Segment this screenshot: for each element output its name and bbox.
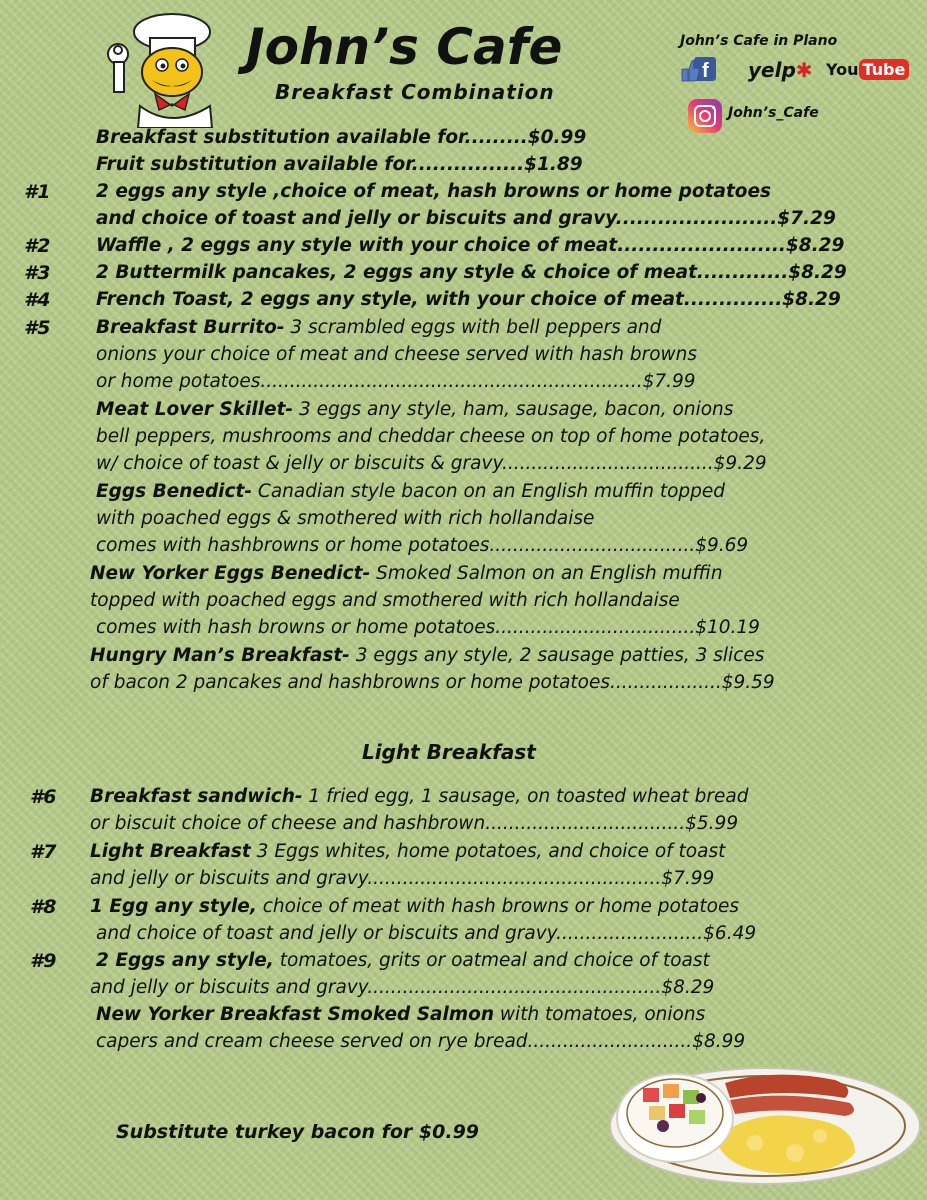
breakfast-substitution-line: Breakfast substitution available for.........$0.99 — [96, 127, 587, 148]
burrito-line-3: or home potatoes.................................................................$7.99 — [96, 371, 696, 392]
yelp-logo[interactable]: yelp✱ — [748, 58, 813, 82]
youtube-logo[interactable]: You Tube — [826, 60, 909, 79]
benedict-line-2: with poached eggs & smothered with rich hollandaise — [96, 508, 595, 529]
combo-number-6: #6 — [30, 786, 57, 808]
combo-4-line: French Toast, 2 eggs any style, with your choice of meat..............$8.29 — [96, 289, 841, 310]
turkey-bacon-note: Substitute turkey bacon for $0.99 — [116, 1121, 480, 1143]
skillet-line-2: bell peppers, mushrooms and cheddar cheese on top of home potatoes, — [96, 426, 766, 447]
fruit-substitution-line: Fruit substitution available for................$1.89 — [96, 154, 583, 175]
combo-number-5: #5 — [24, 317, 51, 339]
smoked-salmon-line-1: New Yorker Breakfast Smoked Salmon with tomatoes, onions — [96, 1004, 706, 1025]
burrito-line-2: onions your choice of meat and cheese served with hash browns — [96, 344, 698, 365]
benedict-line-1: Eggs Benedict- Canadian style bacon on an English muffin topped — [96, 481, 726, 502]
combo-number-9: #9 — [30, 950, 57, 972]
combo-6-line-1: Breakfast sandwich- 1 fried egg, 1 sausage, on toasted wheat bread — [90, 786, 749, 807]
facebook-like-icon[interactable] — [680, 55, 718, 83]
combo-7-line-2: and jelly or biscuits and gravy..................................................$7.99 — [90, 868, 715, 889]
yelp-burst-icon: ✱ — [795, 58, 813, 82]
combo-8-line-2: and choice of toast and jelly or biscuits and gravy.........................$6.49 — [96, 923, 757, 944]
combo-number-2: #2 — [24, 235, 51, 257]
combo-6-line-2: or biscuit choice of cheese and hashbrown..................................$5.99 — [90, 813, 739, 834]
instagram-icon[interactable] — [688, 99, 722, 133]
combo-1-line-2: and choice of toast and jelly or biscuits and gravy.......................$7.29 — [96, 208, 836, 229]
cafe-title: John’s Cafe — [246, 18, 563, 76]
combo-number-4: #4 — [24, 289, 51, 311]
ny-benedict-line-3: comes with hash browns or home potatoes..................................$10.19 — [96, 617, 760, 638]
combo-8-line-1: 1 Egg any style, choice of meat with hash browns or home potatoes — [90, 896, 739, 917]
social-heading: John’s Cafe in Plano — [680, 33, 838, 49]
menu-subtitle: Breakfast Combination — [275, 80, 555, 104]
hungry-man-line-1: Hungry Man’s Breakfast- 3 eggs any style, 2 sausage patties, 3 slices — [90, 645, 765, 666]
ny-benedict-line-2: topped with poached eggs and smothered with rich hollandaise — [90, 590, 680, 611]
combo-2-line: Waffle , 2 eggs any style with your choice of meat........................$8.29 — [96, 235, 845, 256]
light-breakfast-heading: Light Breakfast — [362, 740, 536, 764]
skillet-line-1: Meat Lover Skillet- 3 eggs any style, ham, sausage, bacon, onions — [96, 399, 734, 420]
combo-9-line-2: and jelly or biscuits and gravy..................................................$8.29 — [90, 977, 715, 998]
burrito-line-1: Breakfast Burrito- 3 scrambled eggs with bell peppers and — [96, 317, 662, 338]
benedict-line-3: comes with hashbrowns or home potatoes...................................$9.69 — [96, 535, 749, 556]
combo-number-1: #1 — [24, 181, 51, 203]
chef-mascot-illustration — [100, 10, 235, 128]
combo-number-7: #7 — [30, 841, 57, 863]
svg-text:f: f — [702, 60, 709, 82]
combo-number-8: #8 — [30, 896, 57, 918]
skillet-line-3: w/ choice of toast & jelly or biscuits & gravy....................................$9.29 — [96, 453, 767, 474]
combo-7-line-1: Light Breakfast 3 Eggs whites, home potatoes, and choice of toast — [90, 841, 726, 862]
combo-3-line: 2 Buttermilk pancakes, 2 eggs any style & choice of meat.............$8.29 — [96, 262, 847, 283]
combo-number-3: #3 — [24, 262, 51, 284]
instagram-handle: John’s_Cafe — [728, 105, 819, 121]
combo-9-line-1: 2 Eggs any style, tomatoes, grits or oatmeal and choice of toast — [96, 950, 710, 971]
smoked-salmon-line-2: capers and cream cheese served on rye bread............................$8.99 — [96, 1031, 746, 1052]
combo-1-line-1: 2 eggs any style ,choice of meat, hash browns or home potatoes — [96, 181, 772, 202]
ny-benedict-line-1: New Yorker Eggs Benedict- Smoked Salmon on an English muffin — [90, 563, 723, 584]
breakfast-plate-photo — [605, 1058, 923, 1188]
hungry-man-line-2: of bacon 2 pancakes and hashbrowns or home potatoes...................$9.59 — [90, 672, 775, 693]
